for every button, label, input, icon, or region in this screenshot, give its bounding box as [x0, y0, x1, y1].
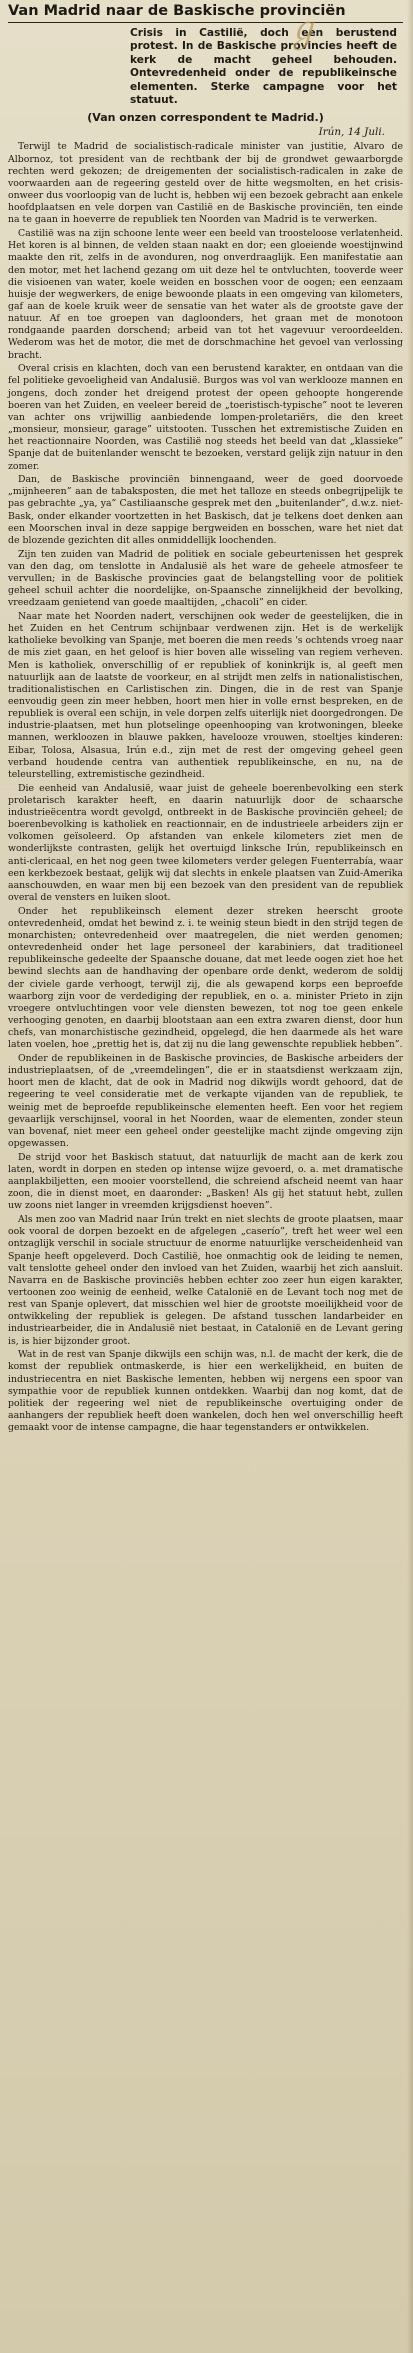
article-lead [130, 27, 397, 107]
paragraph: Terwijl te Madrid de socialistisch-radicale minister van justitie, Alvaro de Albornoz, tot president van de rechtbank der bij de grondwet gewaarborgde rechten werd gekozen; de dreigementen der socialistisch-radicalen in zake de voorwaarden aan de regeering gesteld over de hitte wegsmolten, en het crisis-onweer dus voorloopig van de lucht is, hebben wij een bezoek gebracht aan enkele hoofdplaatsen en vele dorpen van Castilië en de Baskische provinciën, ten einde na te gaan in hoeverre de republiek ten Noorden van Madrid is te verwerken. [8, 141, 403, 226]
paragraph: De strijd voor het Baskisch statuut, dat natuurlijk de macht aan de kerk zou laten, wordt in dorpen en steden op intense wijze gevoerd, o. a. met dramatische aanplakbiljetten, een mooier voorstellend, die schreiend afscheid neemt van haar zoon, die in dienst moet, en daaronder: „Basken! Als gij het statuut hebt, zullen uw zoons niet langer in vreemden krijgsdienst hoeven”. [8, 1151, 403, 1212]
paragraph: Als men zoo van Madrid naar Irún trekt en niet slechts de groote plaatsen, maar ook vooral de dorpen bezoekt en de afgelegen „caserío”, treft het weer wel een ontzaglijk verschil in sociale structuur de enorme natuurlijke verscheidenheid van Spanje heeft opgeleverd. Doch Castilië, hoe onmachtig ook de leiding te nemen, valt tenslotte geheel onder den invloed van het Zuiden, waarbij het zich aansluit. Navarra en de Baskische provinciës hebben echter zoo zeer hun eigen karakter, vertoonen zoo weinig de eenheid, welke Catalonië en de Levant toch nog met de rest van Spanje oplevert, dat misschien wel hier de grootste moeilijkheid voor de ontwikkeling der republiek is gelegen. De afstand tusschen landarbeider en industriearbeider, die in Andalusië niet bestaat, in Catalonië en de Levant gering is, is hier bijzonder groot. [8, 1214, 403, 1347]
paragraph: Wat in de rest van Spanje dikwijls een schijn was, n.l. de macht der kerk, die de komst der republiek ontmaskerde, is hier een werkelijkheid, en buiten de industriecentra en niet Baskische lementen, hebben wij nergens een spoor van sympathie voor de republiek kunnen ontdekken. Waarbij dan nog komt, dat de politiek der regeering wel niet de republikeinsche overtuiging onder de aanhangers der republiek heeft doen wankelen, doch hen wel onverschillig heeft gemaakt voor de intense campagne, die haar tegenstanders er ontwikkelen. [8, 1349, 403, 1434]
handwritten-mark-icon: ℊ [282, 7, 323, 53]
paragraph: Overal crisis en klachten, doch van een berustend karakter, en ontdaan van die fel politieke gevoeligheid van Andalusië. Burgos was vol van werklooze mannen en jongens, doch zonder het dreigend protest der opeen gehoopte hongerende boeren van het Zuiden, en veeleer bereid de „toeristisch-typische” noot te leveren van achter ons vrijwillig aanbiedende lompen-proletariërs, die den kreet „monsieur, monsieur, garage” uitstooten. Tusschen het extremistische Zuiden en het reactionnaire Noorden, was Castilië nog steeds het beeld van dat „klassieke” Spanje dat de buitenlander wenscht te bezoeken, verstard gelijk zijn natuur in den zomer. [8, 363, 403, 472]
paragraph: Naar mate het Noorden nadert, verschijnen ook weder de geestelijken, die in het Zuiden en het Centrum schijnbaar verdwenen zijn. Het is de werkelijk katholieke bevolking van Spanje, met boeren die men reeds 's ochtends vroeg naar de mis ziet gaan, en het geloof is hier boven alle wisseling van regiem verheven. Men is katholiek, onverschillig of er republiek of koninkrijk is, al geeft men natuurlijk aan de laatste de voorkeur, en al strijdt men zelfs in nationalistischen, traditionalistischen en Carlistischen zin. Dingen, die in de rest van Spanje eenvoudig geen zin meer hebben, hoort men hier in volle ernst bespreken, en de republiek is overal een schijn, in vele dorpen zelfs uiterlijk niet doorgedrongen. De industrie-plaatsen, met hun plotselinge opeenhooping van krotwoningen, bleeke mannen, werkloozen in blauwe pakken, havelooze vrouwen, stoeltjes kinderen: Eibar, Tolosa, Alsasua, Irún e.d., zijn met de rest der omgeving geheel geen verband houdende centra van authentiek republikeinsche, en nu, na de teleurstelling, extremistische gezindheid. [8, 610, 403, 780]
article-body [8, 141, 403, 1434]
paper-edge-shadow [407, 0, 413, 2353]
paragraph: Castilië was na zijn schoone lente weer een beeld van troosteloose verlatenheid. Het koren is al binnen, de velden staan naakt en dor; een gloeiende woestijnwind maakte den rit, zelfs in de avonduren, nog onverdraaglijk. Een manifestatie aan den motor, met het lachend gezang om uit deze hel te ontvluchten, tooverde weer die visioenen van water, koele weiden en bosschen voor de oogen; een eenzaam huisje der wegwerkers, de enige bewoonde plaats in een omgeving van kilometers, gaf aan de koele kruik weer de sensatie van het water als de grootste gave der natuur. Af en toe groepen van dagloonders, het graan met de monotoon rondgaande paarden dorschend; arbeid van tot het vagevuur veroordeelden. Wederom was het de motor, die met de dorschmachine het gevoel van verlossing bracht. [8, 228, 403, 361]
paragraph: Zijn ten zuiden van Madrid de politiek en sociale gebeurtenissen het gesprek van den dag, om tenslotte in Andalusië als het ware de geheele atmosfeer te vervullen; in de Baskische provincies gaat de belangstelling voor de politiek geheel schuil achter die noordelijke, on-Spaansche zinnelijkheid der bevolking, vreedzaam genietend van goede maaltijden, „chacoli” en cider. [8, 548, 403, 609]
article-byline: (Van onzen correspondent te Madrid.) [87, 111, 324, 125]
article-headline: Van Madrid naar de Baskische provinciën [8, 2, 403, 23]
lead-text: Crisis in Castilië, doch een berustend protest. In de Baskische provincies heeft de kerk de macht geheel behouden. Ontevredenheid onder de republikeinsche elementen. Sterke campagne voor het statuut. [130, 27, 397, 107]
paragraph: Die eenheid van Andalusië, waar juist de geheele boerenbevolking een sterk proletarisch karakter heeft, en daarin natuurlijk door de schaarsche industrieëcentra wordt gevolgd, ontbreekt in de Baskische provinciën geheel; de boerenbevolking is katholiek en reactionnair, en de industrieele arbeiders zijn er volkomen geïsoleerd. Op afstanden van enkele kilometers ziet men de wonderlijkste contrasten, gelijk het overtuigd linksche Irún, republikeinsch en anti-clericaal, en het nog geen twee kilometers verder gelegen Fuenterrabía, waar een kerkbezoek bestaat, gelijk wij dat slechts in enkele plaatsen van Zuid-Amerika aanschouwden, en waar men bij een bezoek van den president van de republiek overal de vensters en luiken sloot. [8, 782, 403, 903]
paragraph: Dan, de Baskische provinciën binnengaand, weer de goed doorvoede „mijnheeren” aan de tabaksposten, die met het talloze en steeds onbegrijpelijk te pas gebrachte „ya, ya” Castiliaansche gesprek met den „buitenlander”, d.w.z. niet-Bask, onder elkander voortzetten in het Baskisch, dat je telkens doet denken aan een Moorschen inval in deze sappige bergweiden en bosschen, ware het niet dat de blozende gezichten dit alles onmiddellijk loochenden. [8, 474, 403, 546]
paragraph: Onder het republikeinsch element dezer streken heerscht groote ontevredenheid, omdat het bewind z. i. te weinig steun biedt in den strijd tegen de monarchisten; ontevredenheid over maatregelen, die niet werden genomen; ontevredenheid onder het lage personeel der karabiniers, dat traditioneel republikeinsche gedeelte der Spaansche douane, dat met leede oogen ziet hoe het bewind slechts aan de handhaving der openbare orde denkt, wederom de soldij der civiele garde verhoogt, terwijl zij, die als gewapend korps een beproefde waarborg zijn voor de verdediging der republiek, en o. a. minister Prieto in zijn vroegere ontvluchtingen voor vele diensten bewezen, tot nog toe geen enkele verhooging genoten, en daarbij blootstaan aan een extra zwaren dienst, door hun chefs, van monarchistische gezindheid, opgelegd, die hen daarmede als het ware laten voelen, hoe „prettig het is, dat zij nu die lang gewenschte republiek hebben”. [8, 905, 403, 1051]
paragraph: Onder de republikeinen in de Baskische provincies, de Baskische arbeiders der industrieplaatsen, of de „vreemdelingen”, die er in staatsdienst werkzaam zijn, hoort men de klacht, dat de ook in Madrid nog dikwijls wordt gehoord, dat de regeering te veel consideratie met de verkapte vijanden van de republiek, te weinig met de beproefde republikeinsche elementen heeft. Een voor het regiem gevaarlijk verschijnsel, vooral in het Noorden, waar de elementen, zonder steun van bovenaf, niet meer een geheel onder geestelijke macht zijnde omgeving zijn opgewassen. [8, 1053, 403, 1150]
article-place-date: Irún, 14 Juli. [318, 126, 385, 139]
